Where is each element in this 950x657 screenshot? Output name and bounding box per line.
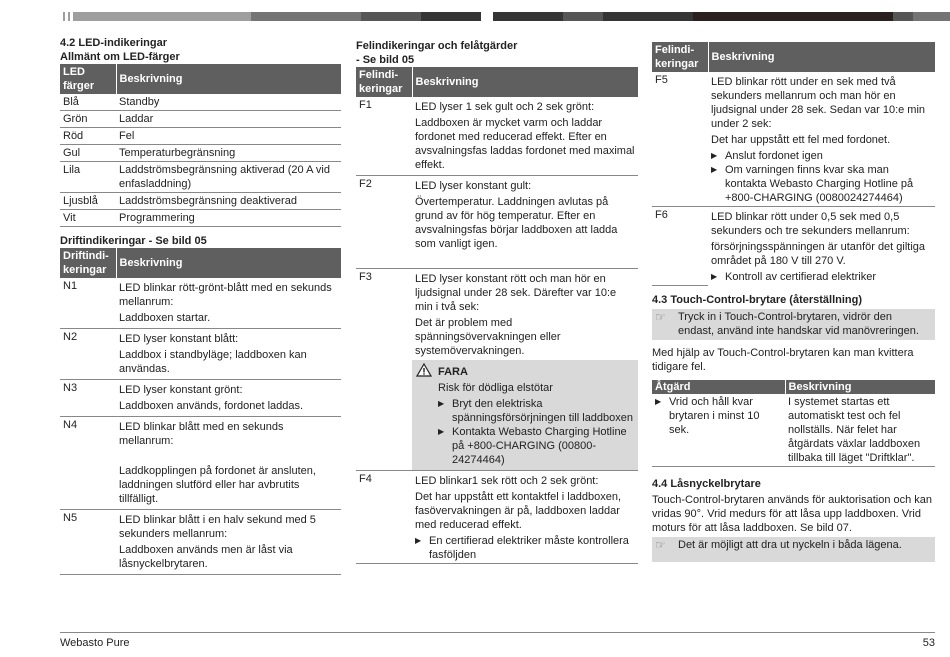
op-desc-line: LED blinkar rött-grönt-blått med en sekunds mellanrum: — [119, 282, 332, 308]
op-desc-line: Laddboxen används, fordonet laddas. — [119, 400, 304, 412]
op-desc-line: LED lyser konstant blått: — [119, 333, 239, 345]
op-desc-line: LED blinkar blått med en sekunds mellanrum: — [119, 421, 284, 447]
warning-text: Risk för dödliga elstötar — [438, 382, 553, 394]
pointing-hand-icon: ☞ — [655, 309, 666, 324]
fault-code: F5 — [652, 72, 708, 207]
section-title-led: 4.2 LED-indikeringar — [60, 37, 167, 49]
table-row — [60, 94, 341, 111]
table-row — [60, 162, 341, 193]
led-color-name: Gul — [60, 145, 116, 162]
op-table-header-desc: Beskrivning — [116, 248, 341, 278]
header-color-bar — [60, 12, 935, 21]
fault-code: F6 — [652, 207, 708, 286]
fault-f6-line2: försörjningsspänningen är utanför det giltiga området på 180 V till 270 V. — [711, 241, 926, 267]
led-table-header-color: LED färger — [60, 64, 116, 94]
fault-header-code: Felindi-keringar — [652, 42, 708, 72]
led-color-desc: Laddströmsbegränsning aktiverad (20 A vid enfasladdning) — [116, 162, 341, 193]
led-color-name: Blå — [60, 94, 116, 111]
fault-f6-line1: LED blinkar rött under 0,5 sek med 0,5 sekunders och tre sekunders mellanrum: — [711, 211, 910, 237]
header-bar-segment — [563, 12, 603, 21]
fault-f5-bullet-1: ▶ Anslut fordonet igen — [711, 149, 932, 163]
fault-f5-line1: LED blinkar rött under en sek med två sekunders mellanrum och man hör en ljudsignal under 28 sek. Sedan var 10:e min under 2 sek: — [711, 76, 926, 130]
header-bar-segment — [361, 12, 421, 21]
table-row — [60, 329, 341, 380]
warning-triangle-icon — [416, 363, 432, 381]
page-footer — [60, 632, 935, 650]
lock-tip-text: Det är möjligt att dra ut nyckeln i båda lägena. — [678, 538, 902, 551]
table-row — [652, 207, 935, 286]
led-color-name: Ljusblå — [60, 193, 116, 210]
table-row — [356, 97, 638, 176]
fault-code: F1 — [356, 97, 412, 176]
header-bar-segment — [251, 12, 351, 21]
page-number: 53 — [922, 637, 935, 649]
fault-code: F3 — [356, 269, 412, 471]
header-bar-segment — [693, 12, 893, 21]
table-row — [652, 394, 935, 467]
table-row — [60, 510, 341, 575]
warning-bullet-1: ▶ Bryt den elektriska spänningsförsörjningen till laddboxen — [438, 397, 634, 425]
table-row — [356, 269, 638, 471]
op-code: N5 — [60, 510, 116, 575]
op-code: N3 — [60, 380, 116, 417]
lock-tip-box — [652, 537, 935, 562]
action-step: ▶ Vrid och håll kvar brytaren i minst 10 sek. — [655, 395, 782, 437]
action-desc-header: Beskrivning — [785, 380, 935, 394]
table-row — [60, 278, 341, 329]
led-color-desc: Laddströmsbegränsning deaktiverad — [116, 193, 341, 210]
column-fault-indications — [356, 39, 638, 564]
fault-code: F2 — [356, 176, 412, 269]
touch-tip-box — [652, 309, 935, 340]
header-bar-segment — [481, 12, 493, 21]
table-row — [356, 471, 638, 564]
table-row — [60, 193, 341, 210]
header-bar-segment — [493, 12, 563, 21]
fault-f1-line2: Laddboxen är mycket varm och laddar fordonet med reducerad effekt. Efter en avsvalningsfas laddas fordonet med maximal effekt. — [415, 117, 635, 171]
table-row — [60, 145, 341, 162]
fault-f3-line2: Det är problem med spänningsövervakningen eller systemövervakningen. — [415, 317, 561, 357]
led-color-desc: Temperaturbegränsning — [116, 145, 341, 162]
fault-title: Felindikeringar och felåtgärder — [356, 40, 518, 52]
header-bar-segment — [893, 12, 913, 21]
table-row — [60, 128, 341, 145]
touch-text: Med hjälp av Touch-Control-brytaren kan man kvittera tidigare fel. — [652, 346, 914, 373]
pointing-hand-icon: ☞ — [655, 537, 666, 552]
touch-tip-text: Tryck in i Touch-Control-brytaren, vidrör den endast, använd inte handskar vid manövreringen. — [678, 310, 919, 337]
lock-switch-title: 4.4 Låsnyckelbrytare — [652, 477, 761, 490]
fault-header-code: Felindi-keringar — [356, 67, 412, 97]
table-row — [60, 111, 341, 128]
fault-f1-line1: LED lyser 1 sek gult och 2 sek grönt: — [415, 101, 595, 113]
lock-switch-text: Touch-Control-brytaren används för auktorisation och kan vridas 90°. Vrid medurs för att låsa upp laddboxen. Vrid moturs för att låsa laddboxen. Se bild 07. — [652, 493, 933, 534]
led-color-name: Vit — [60, 210, 116, 227]
touch-control-title: 4.3 Touch-Control-brytare (återställning) — [652, 293, 863, 306]
column-led-indications — [60, 36, 341, 575]
fault-f5-bullet-2: ▶ Om varningen finns kvar ska man kontakta Webasto Charging Hotline på +800-CHARGING (0080024274464) — [711, 163, 932, 205]
op-desc-line: LED blinkar blått i en halv sekund med 5 sekunders mellanrum: — [119, 514, 316, 540]
led-color-desc: Programmering — [116, 210, 341, 227]
header-bar-segment — [73, 12, 81, 21]
fault-table-1 — [356, 67, 638, 564]
op-code: N4 — [60, 417, 116, 510]
header-bar-segment — [421, 12, 481, 21]
fault-f4-bullet: ▶ En certifierad elektriker måste kontrollera fasföljden — [415, 534, 635, 562]
op-code: N2 — [60, 329, 116, 380]
footer-product-name: Webasto Pure — [60, 637, 130, 649]
table-row — [60, 210, 341, 227]
action-header: Åtgärd — [652, 380, 785, 394]
action-table — [652, 380, 935, 467]
fault-header-desc: Beskrivning — [708, 42, 935, 72]
led-color-desc: Standby — [116, 94, 341, 111]
header-bar-segment — [351, 12, 361, 21]
fault-f4-line1: LED blinkar1 sek rött och 2 sek grönt: — [415, 475, 599, 487]
led-color-desc: Fel — [116, 128, 341, 145]
fault-header-desc: Beskrivning — [412, 67, 638, 97]
table-row — [60, 380, 341, 417]
danger-warning-box — [412, 360, 638, 470]
led-table-header-desc: Beskrivning — [116, 64, 341, 94]
header-bar-segment — [603, 12, 693, 21]
column-fault-and-switches — [652, 42, 935, 564]
header-bar-segment — [913, 12, 950, 21]
op-desc-line: Laddbox i standbyläge; laddboxen kan användas. — [119, 349, 307, 375]
fault-f3-line1: LED lyser konstant rött och man hör en ljudsignal under 28 sek. Därefter var 10:e min i två sek: — [415, 273, 617, 313]
led-colors-title: Allmänt om LED-färger — [60, 51, 180, 63]
fault-code: F4 — [356, 471, 412, 564]
led-color-name: Lila — [60, 162, 116, 193]
fault-table-2 — [652, 42, 935, 286]
fault-f5-line2: Det har uppstått ett fel med fordonet. — [711, 134, 891, 146]
table-row — [60, 417, 341, 510]
fault-f2-line1: LED lyser konstant gult: — [415, 180, 532, 192]
op-desc-line: LED lyser konstant grönt: — [119, 384, 243, 396]
fault-f2-line2: Övertemperatur. Laddningen avlutas på grund av för hög temperatur. Efter en avsvalningsfas börjar laddboxen att ladda som vanligt igen. — [415, 196, 618, 250]
op-desc-line: Laddkopplingen på fordonet är ansluten, laddningen slutförd eller har avbrutits tillfälligt. — [119, 465, 316, 505]
fault-f4-line2: Det har uppstått ett kontaktfel i laddboxen, fasövervakningen är på, laddboxen laddar med reducerad effekt. — [415, 491, 622, 531]
action-description: I systemet startas ett automatiskt test och fel nollställs. När felet har åtgärdats växlar laddboxen tillbaka till läget "Driftklar". — [785, 394, 935, 467]
table-row — [652, 72, 935, 207]
led-color-table — [60, 64, 341, 227]
fault-subtitle: - Se bild 05 — [356, 54, 415, 66]
fault-f6-bullet: ▶ Kontroll av certifierad elektriker — [711, 270, 932, 284]
led-color-desc: Laddar — [116, 111, 341, 128]
warning-title: FARA — [438, 366, 468, 378]
led-color-name: Röd — [60, 128, 116, 145]
table-row — [356, 176, 638, 269]
op-desc-line: Laddboxen startar. — [119, 312, 211, 324]
led-color-name: Grön — [60, 111, 116, 128]
header-bar-segment — [81, 12, 251, 21]
op-desc-line: Laddboxen används men är låst via låsnyckelbrytaren. — [119, 544, 293, 570]
op-table-header-code: Driftindi-keringar — [60, 248, 116, 278]
op-indication-table — [60, 248, 341, 575]
op-code: N1 — [60, 278, 116, 329]
warning-bullet-2: ▶ Kontakta Webasto Charging Hotline på +800-CHARGING (00800-24274464) — [438, 425, 634, 467]
op-indications-title: Driftindikeringar - Se bild 05 — [60, 235, 207, 247]
